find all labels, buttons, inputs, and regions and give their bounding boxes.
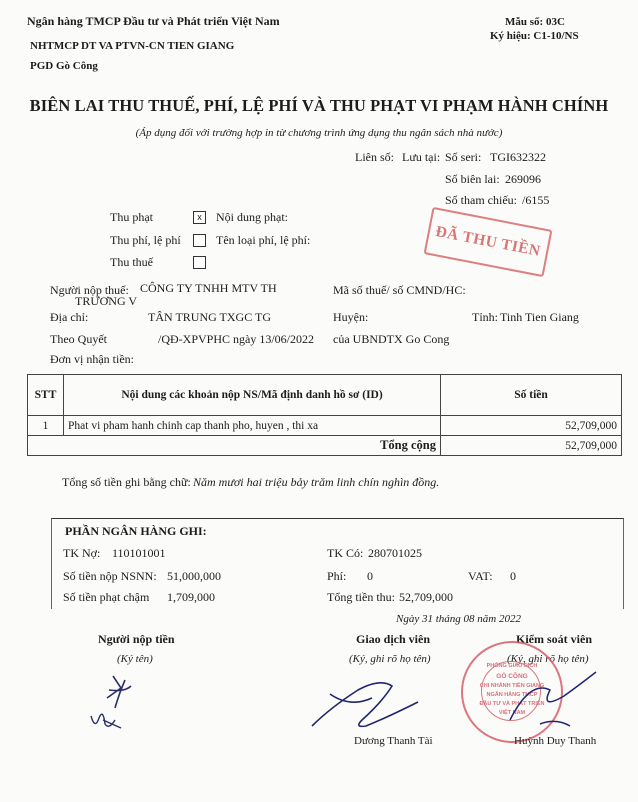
receiving-unit-label: Đơn vị nhận tiền: [50, 352, 134, 366]
seal-line: ĐẦU TƯ VÀ PHÁT TRIỂN [479, 701, 545, 707]
header-amount: Số tiền [441, 375, 622, 416]
fine-checkbox[interactable]: x [193, 211, 206, 224]
row-stt: 1 [28, 416, 64, 436]
seal-line: NGÂN HÀNG TMCP [486, 692, 538, 698]
seal-line: VIỆT NAM [498, 710, 526, 716]
seal-line: GÒ CÔNG [496, 673, 528, 680]
payer-label: Người nộp thuế: [50, 283, 129, 297]
late-fee-value: 1,709,000 [167, 590, 215, 604]
province-value: Tinh Tien Giang [500, 310, 579, 324]
row-amount: 52,709,000 [441, 416, 622, 436]
teller-signature [300, 668, 440, 738]
seal-line: PHÒNG GIAO DỊCH [486, 663, 538, 669]
decision-prefix: Theo Quyết [50, 332, 107, 346]
table-header-row [28, 375, 622, 416]
teller-name: Dương Thanh Tài [354, 735, 433, 747]
serial-value: TGI632322 [490, 150, 546, 164]
teller-signature-note: (Ký, ghi rõ họ tên) [349, 653, 431, 665]
table-row [28, 416, 622, 436]
payer-name-continued: TRƯƠNG V [75, 294, 138, 308]
document-title: BIÊN LAI THU THUẾ, PHÍ, LỆ PHÍ VÀ THU PHẠT VI PHẠM HÀNH CHÍNH [29, 96, 609, 115]
late-fee-label: Số tiền phạt chậm [63, 590, 150, 604]
fee-name-label: Tên loại phí, lệ phí: [216, 233, 311, 247]
decision-issuer: của UBNDTX Go Cong [333, 332, 450, 346]
address-value: TÂN TRUNG TXGC TG [148, 310, 272, 324]
controller-signature [500, 660, 610, 740]
form-symbol: Ký hiệu: C1-10/NS [490, 30, 579, 42]
paid-stamp: ĐÃ THU TIỀN [424, 207, 553, 277]
fee-checkbox[interactable] [193, 234, 206, 247]
amount-words-value: Năm mươi hai triệu bảy trăm linh chín nghìn đồng. [193, 475, 440, 489]
payer-name: CÔNG TY TNHH MTV TH [140, 281, 277, 295]
payment-items-table [27, 374, 622, 456]
debit-account-label: TK Nợ: [63, 546, 101, 560]
payer-signature [85, 668, 155, 738]
receipt-value: 269096 [505, 172, 541, 186]
controller-signature-note: (Ký, ghi rõ họ tên) [507, 653, 589, 665]
amount-words-label: Tổng số tiền ghi bằng chữ: [62, 475, 191, 489]
copy-value: Lưu tại: [402, 150, 441, 164]
vat-value: 0 [510, 569, 516, 583]
credit-account-label: TK Có: [327, 546, 364, 560]
seal-line: CHI NHÁNH TIỀN GIANG [479, 683, 545, 689]
tax-type-label: Thu thuế [110, 255, 153, 269]
district-label: Huyện: [333, 310, 369, 324]
payer-signature-title: Người nộp tiền [98, 632, 175, 646]
fee-label: Phí: [327, 569, 347, 583]
receipt-label: Số biên lai: [445, 172, 500, 186]
reference-value: /6155 [522, 193, 550, 207]
payer-signature-note: (Ký tên) [117, 653, 153, 665]
vat-label: VAT: [468, 569, 493, 583]
controller-name: Huỳnh Duy Thanh [514, 735, 597, 747]
fine-content-label: Nội dung phạt: [216, 210, 288, 224]
header-stt: STT [28, 375, 64, 416]
copy-label: Liên số: [355, 150, 394, 164]
total-label: Tổng cộng [28, 436, 441, 456]
document-subtitle: (Áp dụng đối với trường hợp in từ chương trình ứng dụng thu ngân sách nhà nước) [135, 127, 503, 139]
bank-name: Ngân hàng TMCP Đầu tư và Phát triển Việt Nam [27, 14, 280, 28]
credit-account-value: 280701025 [368, 546, 422, 560]
reference-label: Số tham chiếu: [445, 193, 517, 207]
fee-type-label: Thu phí, lệ phí [110, 233, 181, 247]
tax-id-label: Mã số thuế/ số CMND/HC: [333, 283, 466, 297]
province-label: Tỉnh: [472, 310, 498, 324]
controller-signature-title: Kiểm soát viên [516, 632, 592, 646]
decision-value: /QĐ-XPVPHC ngày 13/06/2022 [158, 332, 315, 346]
teller-signature-title: Giao dịch viên [356, 632, 431, 646]
form-number: Mẫu số: 03C [505, 16, 565, 28]
office-name: PGD Gò Công [30, 60, 98, 72]
row-content: Phat vi pham hanh chinh cap thanh pho, huyen , thi xa [64, 416, 441, 436]
branch-name: NHTMCP DT VA PTVN-CN TIEN GIANG [30, 40, 235, 52]
total-collected-label: Tổng tiền thu: [327, 590, 395, 604]
signing-date: Ngày 31 tháng 08 năm 2022 [396, 613, 521, 625]
header-content: Nội dung các khoản nộp NS/Mã định danh hồ sơ (ID) [64, 375, 441, 416]
serial-label: Số seri: [445, 150, 482, 164]
address-label: Địa chỉ: [50, 310, 89, 324]
tax-checkbox[interactable] [193, 256, 206, 269]
nsnn-label: Số tiền nộp NSNN: [63, 569, 157, 583]
total-row [28, 436, 622, 456]
total-amount: 52,709,000 [441, 436, 622, 456]
fine-type-label: Thu phạt [110, 210, 153, 224]
total-collected-value: 52,709,000 [399, 590, 453, 604]
bank-section-title: PHẦN NGÂN HÀNG GHI: [65, 524, 207, 538]
debit-account-value: 110101001 [112, 546, 166, 560]
nsnn-value: 51,000,000 [167, 569, 221, 583]
fee-value: 0 [367, 569, 373, 583]
